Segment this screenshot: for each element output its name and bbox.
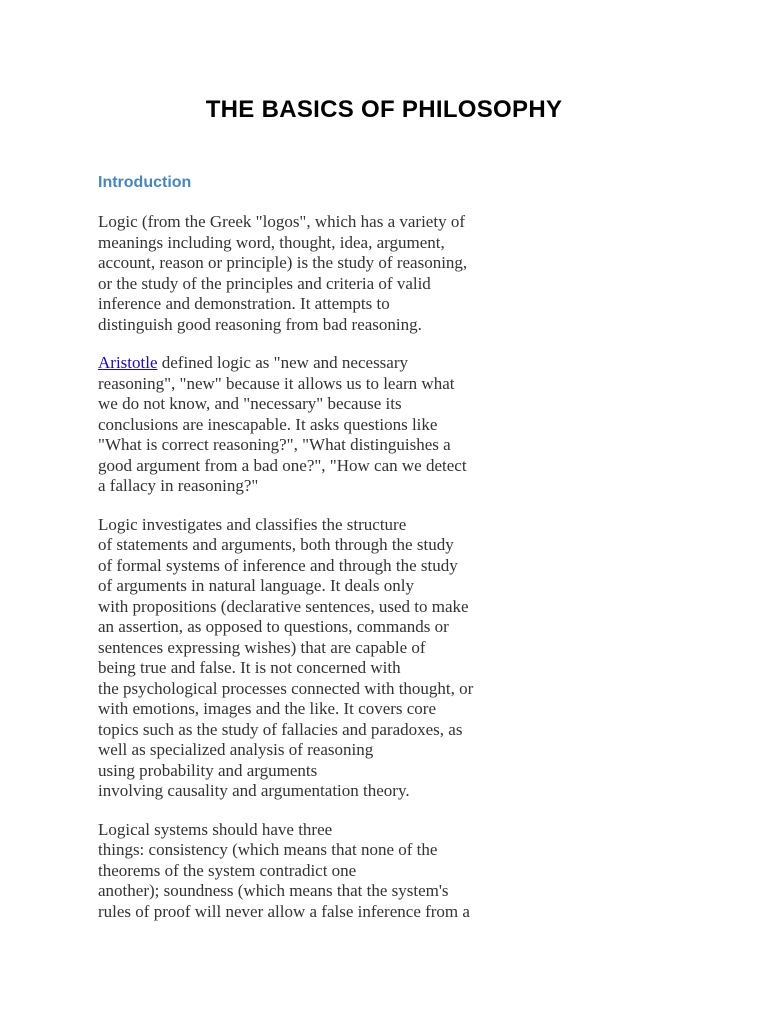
paragraph-line: of arguments in natural language. It deals only <box>98 576 414 595</box>
paragraph-line: with emotions, images and the like. It covers core <box>98 699 437 718</box>
paragraph-line: of statements and arguments, both through the study <box>98 535 454 554</box>
paragraph-line: well as specialized analysis of reasoning <box>98 740 374 759</box>
paragraph-line: the psychological processes connected with thought, or <box>98 678 474 698</box>
paragraph-line: good argument from a bad one?", "How can we detect <box>98 455 467 475</box>
paragraph-line: Logical systems should have three <box>98 819 333 839</box>
section-heading-introduction: Introduction <box>98 174 192 191</box>
paragraph-line: "What is correct reasoning?", "What distinguishes a <box>98 435 451 454</box>
paragraph-line: we do not know, and "necessary" because its <box>98 394 402 413</box>
paragraph-line: inference and demonstration. It attempts to <box>98 294 390 313</box>
paragraph-line-rest: defined logic as "new and necessary <box>157 353 409 372</box>
paragraph-line: things: consistency (which means that none of the <box>98 840 438 859</box>
paragraph-line: rules of proof will never allow a false inference from a <box>98 901 470 921</box>
paragraph-line: theorems of the system contradict one <box>98 860 357 880</box>
paragraph-2 <box>98 353 538 497</box>
paragraph-line: involving causality and argumentation theory. <box>98 781 410 800</box>
paragraph-line: a fallacy in reasoning?" <box>98 476 259 495</box>
paragraph-line: an assertion, as opposed to questions, commands or <box>98 617 449 636</box>
paragraph-line: Logic (from the Greek "logos", which has a variety of <box>98 212 465 231</box>
paragraph-line: reasoning", "new" because it allows us to learn what <box>98 373 455 393</box>
paragraph-line: another); soundness (which means that the system's <box>98 881 449 900</box>
body-text <box>98 212 538 940</box>
paragraph-line: of formal systems of inference and through the study <box>98 555 458 575</box>
paragraph-line: conclusions are inescapable. It asks questions like <box>98 414 438 434</box>
paragraph-3 <box>98 515 538 802</box>
paragraph-line: topics such as the study of fallacies and paradoxes, as <box>98 719 463 739</box>
paragraph-4 <box>98 820 538 923</box>
paragraph-line: account, reason or principle) is the study of reasoning, <box>98 253 468 272</box>
paragraph-line: with propositions (declarative sentences, used to make <box>98 596 469 616</box>
paragraph-line: using probability and arguments <box>98 760 318 780</box>
paragraph-line: meanings including word, thought, idea, argument, <box>98 232 445 252</box>
document-title: THE BASICS OF PHILOSOPHY <box>205 96 563 123</box>
paragraph-line: sentences expressing wishes) that are capable of <box>98 637 426 657</box>
paragraph-line: distinguish good reasoning from bad reasoning. <box>98 314 422 334</box>
paragraph-1 <box>98 212 538 335</box>
paragraph-line: Logic investigates and classifies the structure <box>98 514 407 534</box>
aristotle-link[interactable]: Aristotle <box>98 353 158 372</box>
paragraph-line <box>98 353 538 374</box>
paragraph-line: or the study of the principles and criteria of valid <box>98 273 431 293</box>
paragraph-line: being true and false. It is not concerned with <box>98 658 401 677</box>
